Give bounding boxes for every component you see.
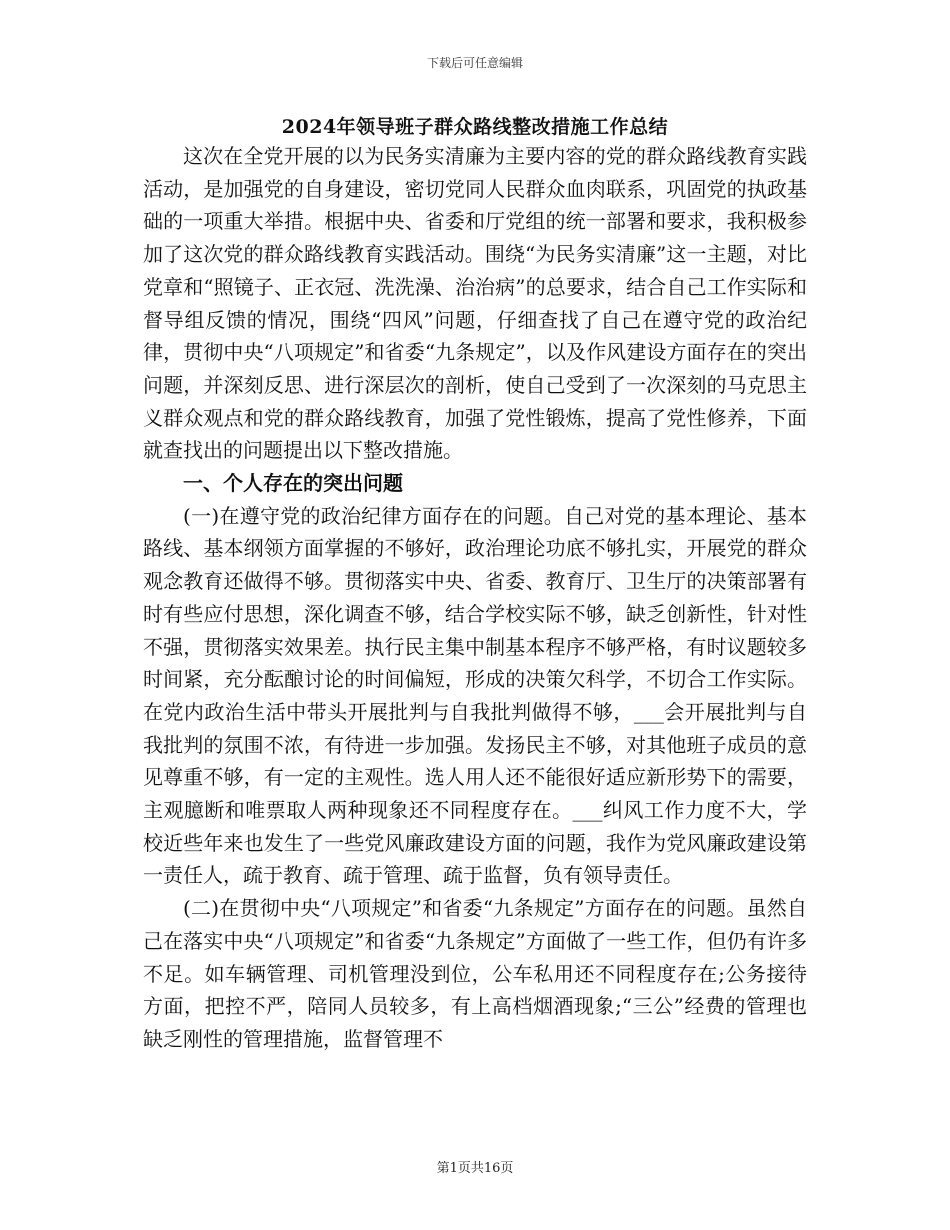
intro-paragraph: 这次在全党开展的以为民务实清廉为主要内容的党的群众路线教育实践活动，是加强党的自身建设，密切党同人民群众血肉联系，巩固党的执政基础的一项重大举措。根据中央、省委和厅党组的统一部署和要求，我积极参加了这次党的群众路线教育实践活动。围绕“为民务实清廉”这一主题，对比党章和“照镜子、正衣冠、洗洗澡、治治病”的总要求，结合自己工作实际和督导组反馈的情况，围绕“四风”问题，仔细查找了自己在遵守党的政治纪律，贯彻中央“八项规定”和省委“九条规定”，以及作风建设方面存在的突出问题，并深刻反思、进行深层次的剖析，使自己受到了一次深刻的马克思主义群众观点和党的群众路线教育，加强了党性锻炼，提高了党性修养，下面就查找出的问题提出以下整改措施。 <box>143 144 807 463</box>
page-footer: 第1页共16页 <box>436 1161 514 1176</box>
section-heading: 一、个人存在的突出问题 <box>183 471 403 496</box>
document-body <box>143 140 807 1056</box>
body-paragraph: (二)在贯彻中央“八项规定”和省委“九条规定”方面存在的问题。虽然自己在落实中央“八项规定”和省委“九条规定”方面做了一些工作，但仍有许多不足。如车辆管理、司机管理没到位，公车私用还不同程度存在;公务接待方面，把控不严，陪同人员较多，有上高档烟酒现象;“三公”经费的管理也缺乏刚性的管理措施，监督管理不 <box>143 896 807 1051</box>
header-note: 下载后可任意编辑 <box>426 56 523 70</box>
document-title: 2024年领导班子群众路线整改措施工作总结 <box>281 116 669 138</box>
body-paragraph: (一)在遵守党的政治纪律方面存在的问题。自己对党的基本理论、基本路线、基本纲领方面掌握的不够好，政治理论功底不够扎实，开展党的群众观念教育还做得不够。贯彻落实中央、省委、教育厅、卫生厅的决策部署有时有些应付思想，深化调查不够，结合学校实际不够，缺乏创新性，针对性不强，贯彻落实效果差。执行民主集中制基本程序不够严格，有时议题较多时间紧，充分酝酿讨论的时间偏短，形成的决策欠科学，不切合工作实际。在党内政治生活中带头开展批判与自我批判做得不够，___会开展批判与自我批判的氛围不浓，有待进一步加强。发扬民主不够，对其他班子成员的意见尊重不够，有一定的主观性。选人用人还不能很好适应新形势下的需要，主观臆断和唯票取人两种现象还不同程度存在。___纠风工作力度不大，学校近些年来也发生了一些党风廉政建设方面的问题，我作为党风廉政建设第一责任人，疏于教育、疏于管理、疏于监督，负有领导责任。 <box>143 503 807 888</box>
